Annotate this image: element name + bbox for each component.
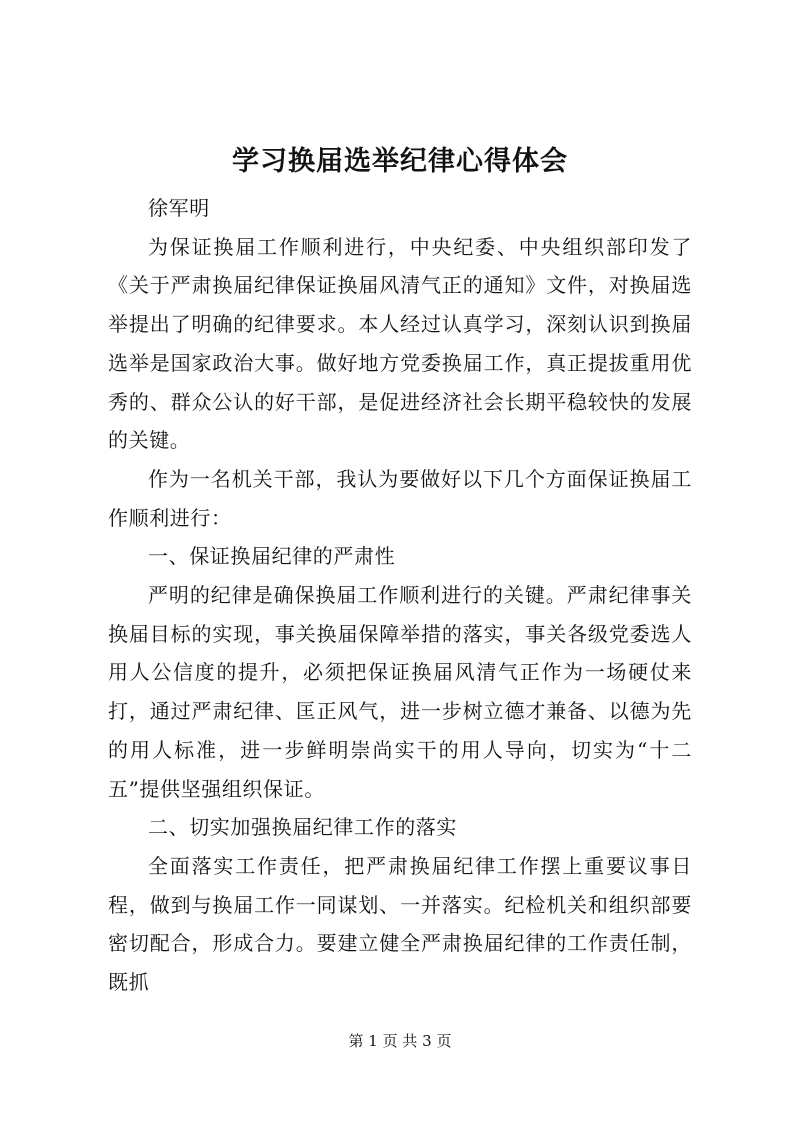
document-body <box>108 189 692 1002</box>
paragraph-section-2: 全面落实工作责任，把严肃换届纪律工作摆上重要议事日程，做到与换届工作一同谋划、一并落实。纪检机关和组织部要密切配合，形成合力。要建立健全严肃换届纪律的工作责任制，既抓 <box>108 853 692 995</box>
paragraph-statement: 作为一名机关干部，我认为要做好以下几个方面保证换届工作顺利进行： <box>108 466 692 530</box>
paragraph-section-1: 严明的纪律是确保换届工作顺利进行的关键。严肃纪律事关换届目标的实现，事关换届保障举措的落实，事关各级党委选人用人公信度的提升，必须把保证换届风清气正作为一场硬仗来打，通过严肃纪律、匡正风气，进一步树立德才兼备、以德为先的用人标准，进一步鲜明崇尚实干的用人导向，切实为“十二五”提供坚强组织保证。 <box>108 583 692 801</box>
page-number-footer: 第 1 页 共 3 页 <box>348 1032 452 1050</box>
author-line: 徐军明 <box>148 196 210 220</box>
section-heading-2: 二、切实加强换届纪律工作的落实 <box>148 815 457 840</box>
section-heading-1: 一、保证换届纪律的严肃性 <box>148 544 396 569</box>
document-title: 学习换届选举纪律心得体会 <box>232 146 568 177</box>
paragraph-intro: 为保证换届工作顺利进行，中央纪委、中央组织部印发了《关于严肃换届纪律保证换届风清气正的通知》文件，对换届选举提出了明确的纪律要求。本人经过认真学习，深刻认识到换届选举是国家政治大事。做好地方党委换届工作，真正提拔重用优秀的、群众公认的好干部，是促进经济社会长期平稳较快的发展的关键。 <box>108 234 692 453</box>
